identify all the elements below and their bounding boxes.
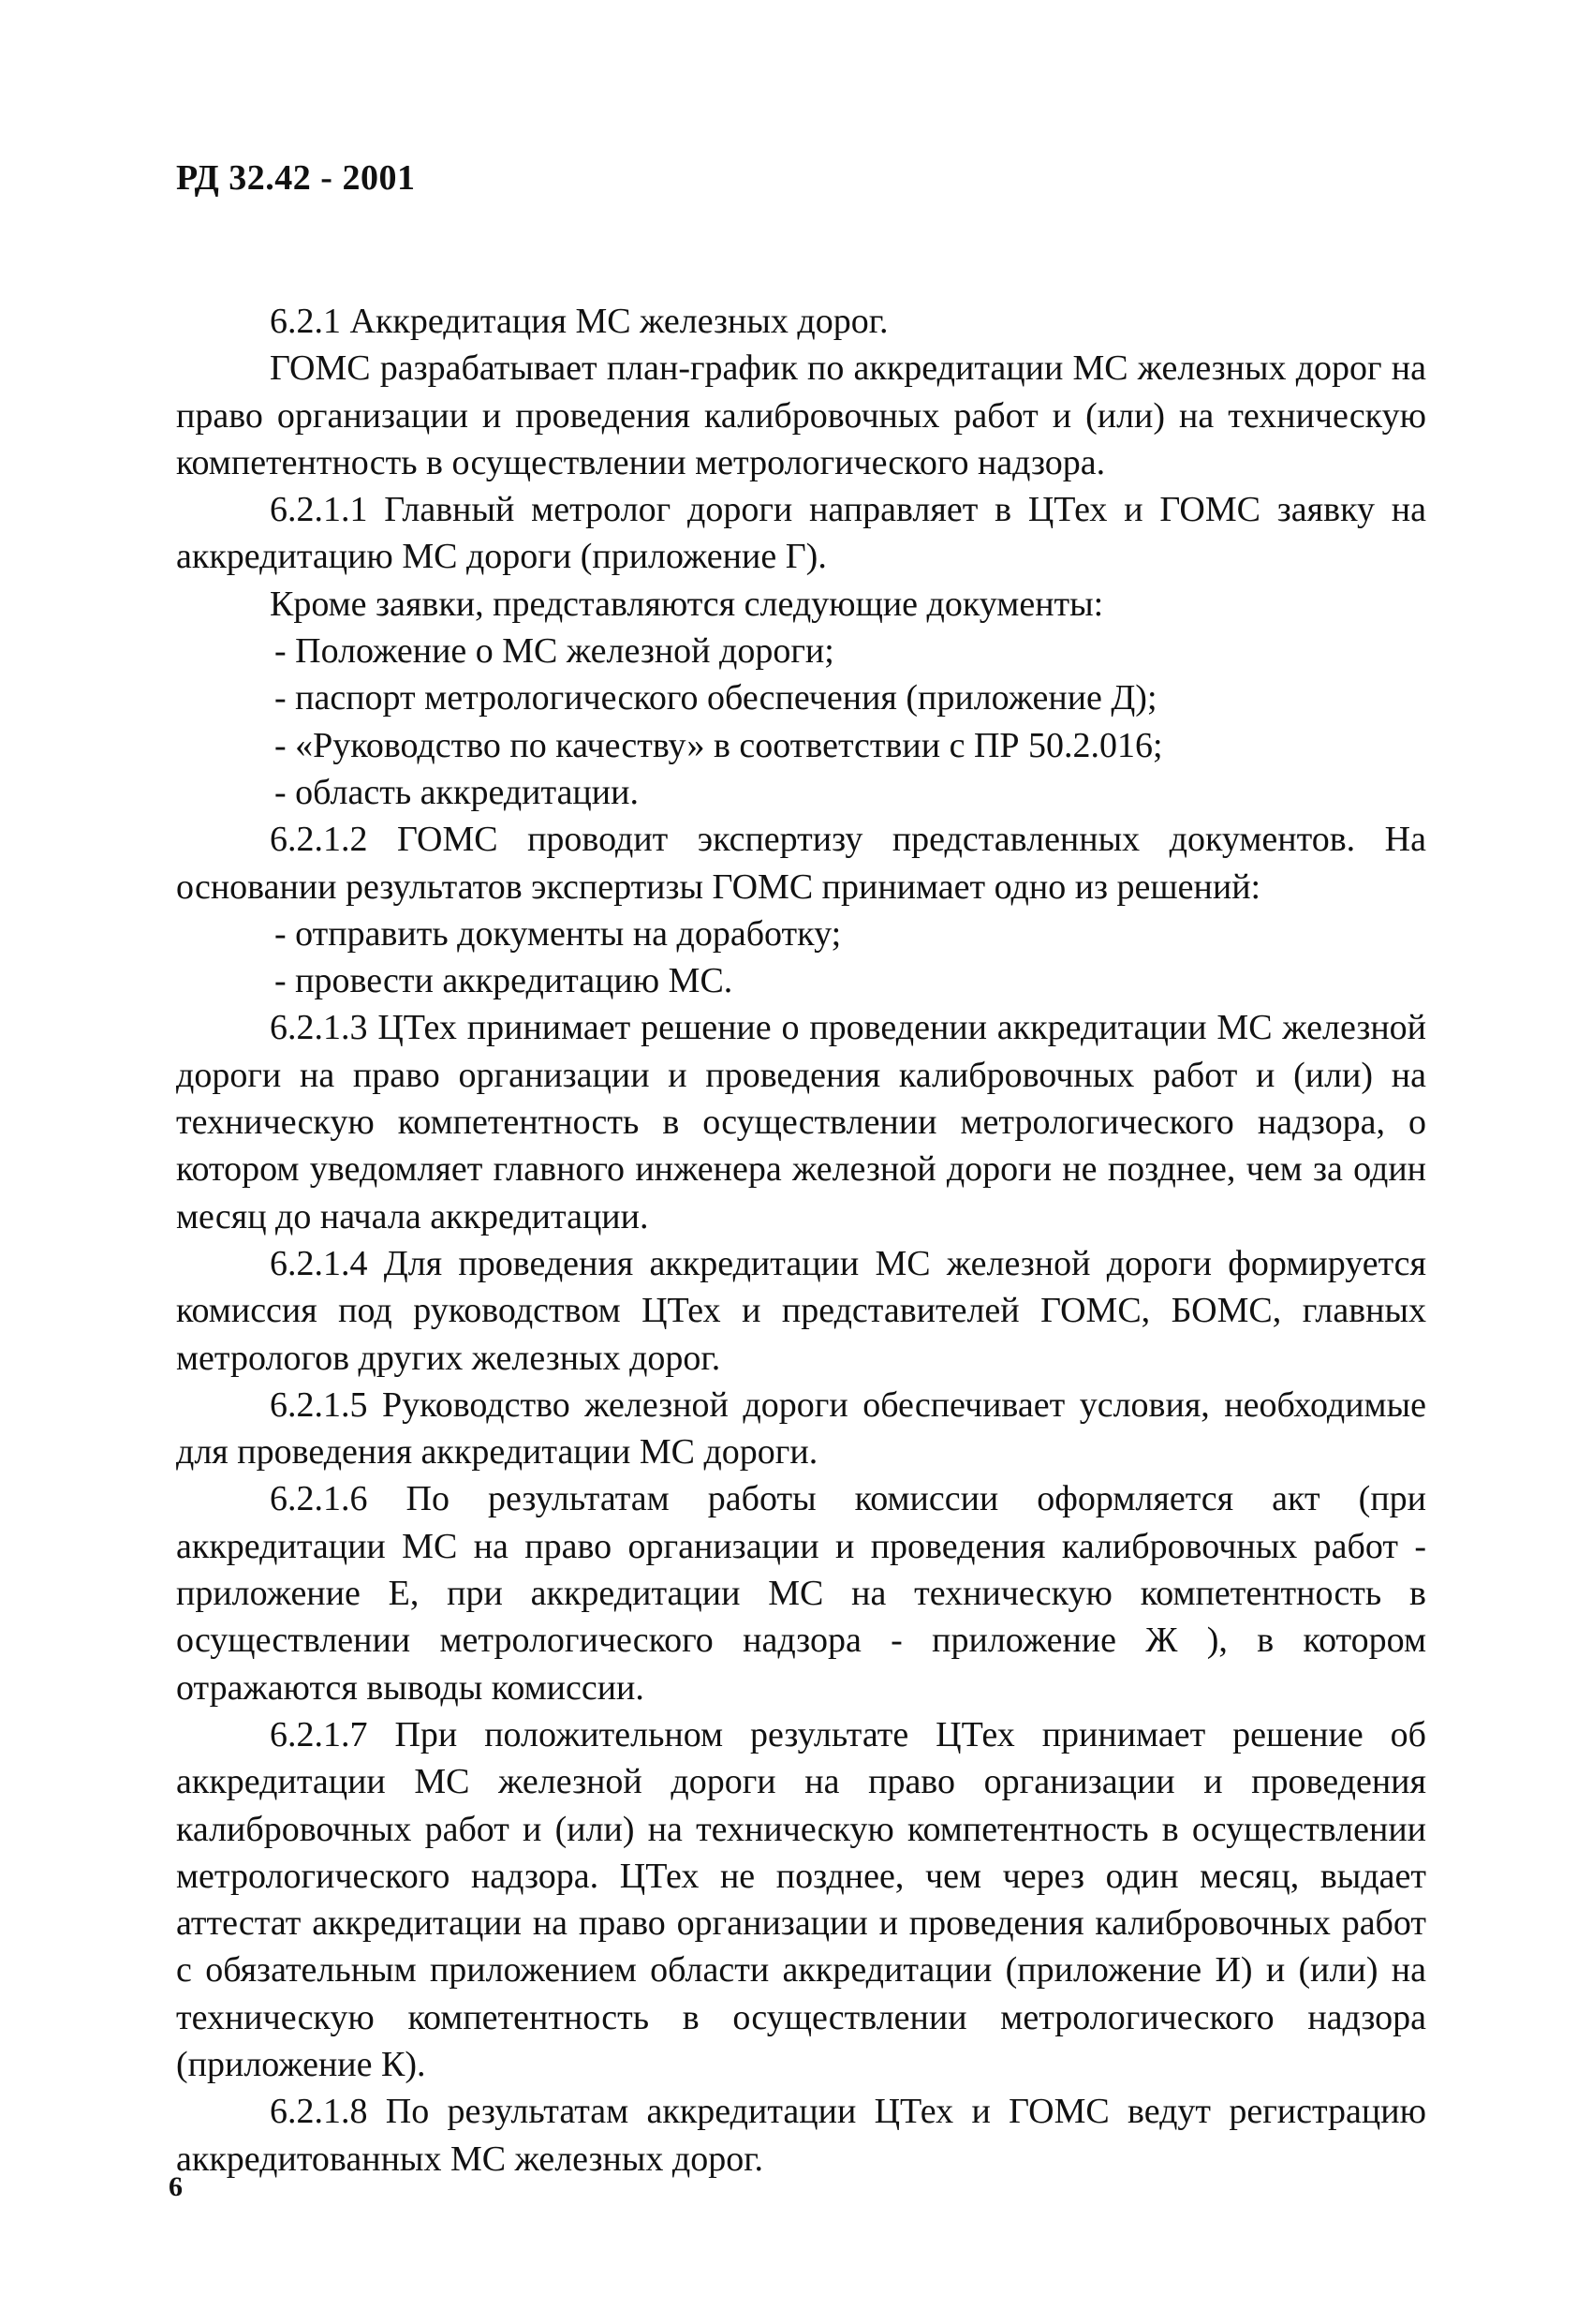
paragraph: ГОМС разрабатывает план-график по аккредитации МС железных дорог на право организации и проведения калибровочных работ и (или) на техническую компетентность в осуществлении метрологического надзора. [176,348,1426,482]
paragraph-6-2-1-6: 6.2.1.6 По результатам работы комиссии оформляется акт (при аккредитации МС на право организации и проведения калибровочных работ - приложение Е, при аккредитации МС на техническую компетентность в осуществлении метрологического надзора - приложение Ж ), в котором отражаются выводы комиссии. [176,1479,1426,1708]
paragraph-6-2-1-7: 6.2.1.7 При положительном результате ЦТех принимает решение об аккредитации МС железной дороги на право организации и проведения калибровочных работ и (или) на техническую компетентность в осуществлении метрологического надзора. ЦТех не позднее, чем через один месяц, выдает аттестат аккредитации на право организации и проведения калибровочных работ с обязательным приложением области аккредитации (приложение И) и (или) на техническую компетентность в осуществлении метрологического надзора (приложение К). [176,1714,1426,2084]
list-item: - область аккредитации. [274,772,639,812]
paragraph-6-2-1-3: 6.2.1.3 ЦТех принимает решение о проведении аккредитации МС железной дороги на право организации и проведения калибровочных работ и (или) на техническую компетентность в осуществлении метрологического надзора, о котором уведомляет главного инженера железной дороги не позднее, чем за один месяц до начала аккредитации. [176,1008,1426,1236]
document-body [176,298,1426,2183]
section-heading-6-2-1: 6.2.1 Аккредитация МС железных дорог. [270,302,889,341]
paragraph-6-2-1-2: 6.2.1.2 ГОМС проводит экспертизу представленных документов. На основании результатов экспертизы ГОМС принимает одно из решений: [176,820,1426,907]
paragraph-6-2-1-1: 6.2.1.1 Главный метролог дороги направляет в ЦТех и ГОМС заявку на аккредитацию МС дороги (приложение Г). [176,490,1426,577]
list-item: - паспорт метрологического обеспечения (приложение Д); [274,678,1157,718]
paragraph-6-2-1-8: 6.2.1.8 По результатам аккредитации ЦТех и ГОМС ведут регистрацию аккредитованных МС железных дорог. [176,2092,1426,2179]
list-item: - провести аккредитацию МС. [274,961,733,1001]
paragraph: Кроме заявки, представляются следующие документы: [270,584,1104,624]
paragraph-6-2-1-5: 6.2.1.5 Руководство железной дороги обеспечивает условия, необходимые для проведения аккредитации МС дороги. [176,1384,1426,1473]
page-number: 6 [169,2171,183,2202]
list-item: - отправить документы на доработку; [274,913,842,954]
list-item: - «Руководство по качеству» в соответствии с ПР 50.2.016; [274,725,1163,765]
list-item: - Положение о МС железной дороги; [274,631,834,672]
document-code-header: РД 32.42 - 2001 [176,158,416,198]
paragraph-6-2-1-4: 6.2.1.4 Для проведения аккредитации МС железной дороги формируется комиссия под руководством ЦТех и представителей ГОМС, БОМС, главных метрологов других железных дорог. [176,1243,1426,1378]
